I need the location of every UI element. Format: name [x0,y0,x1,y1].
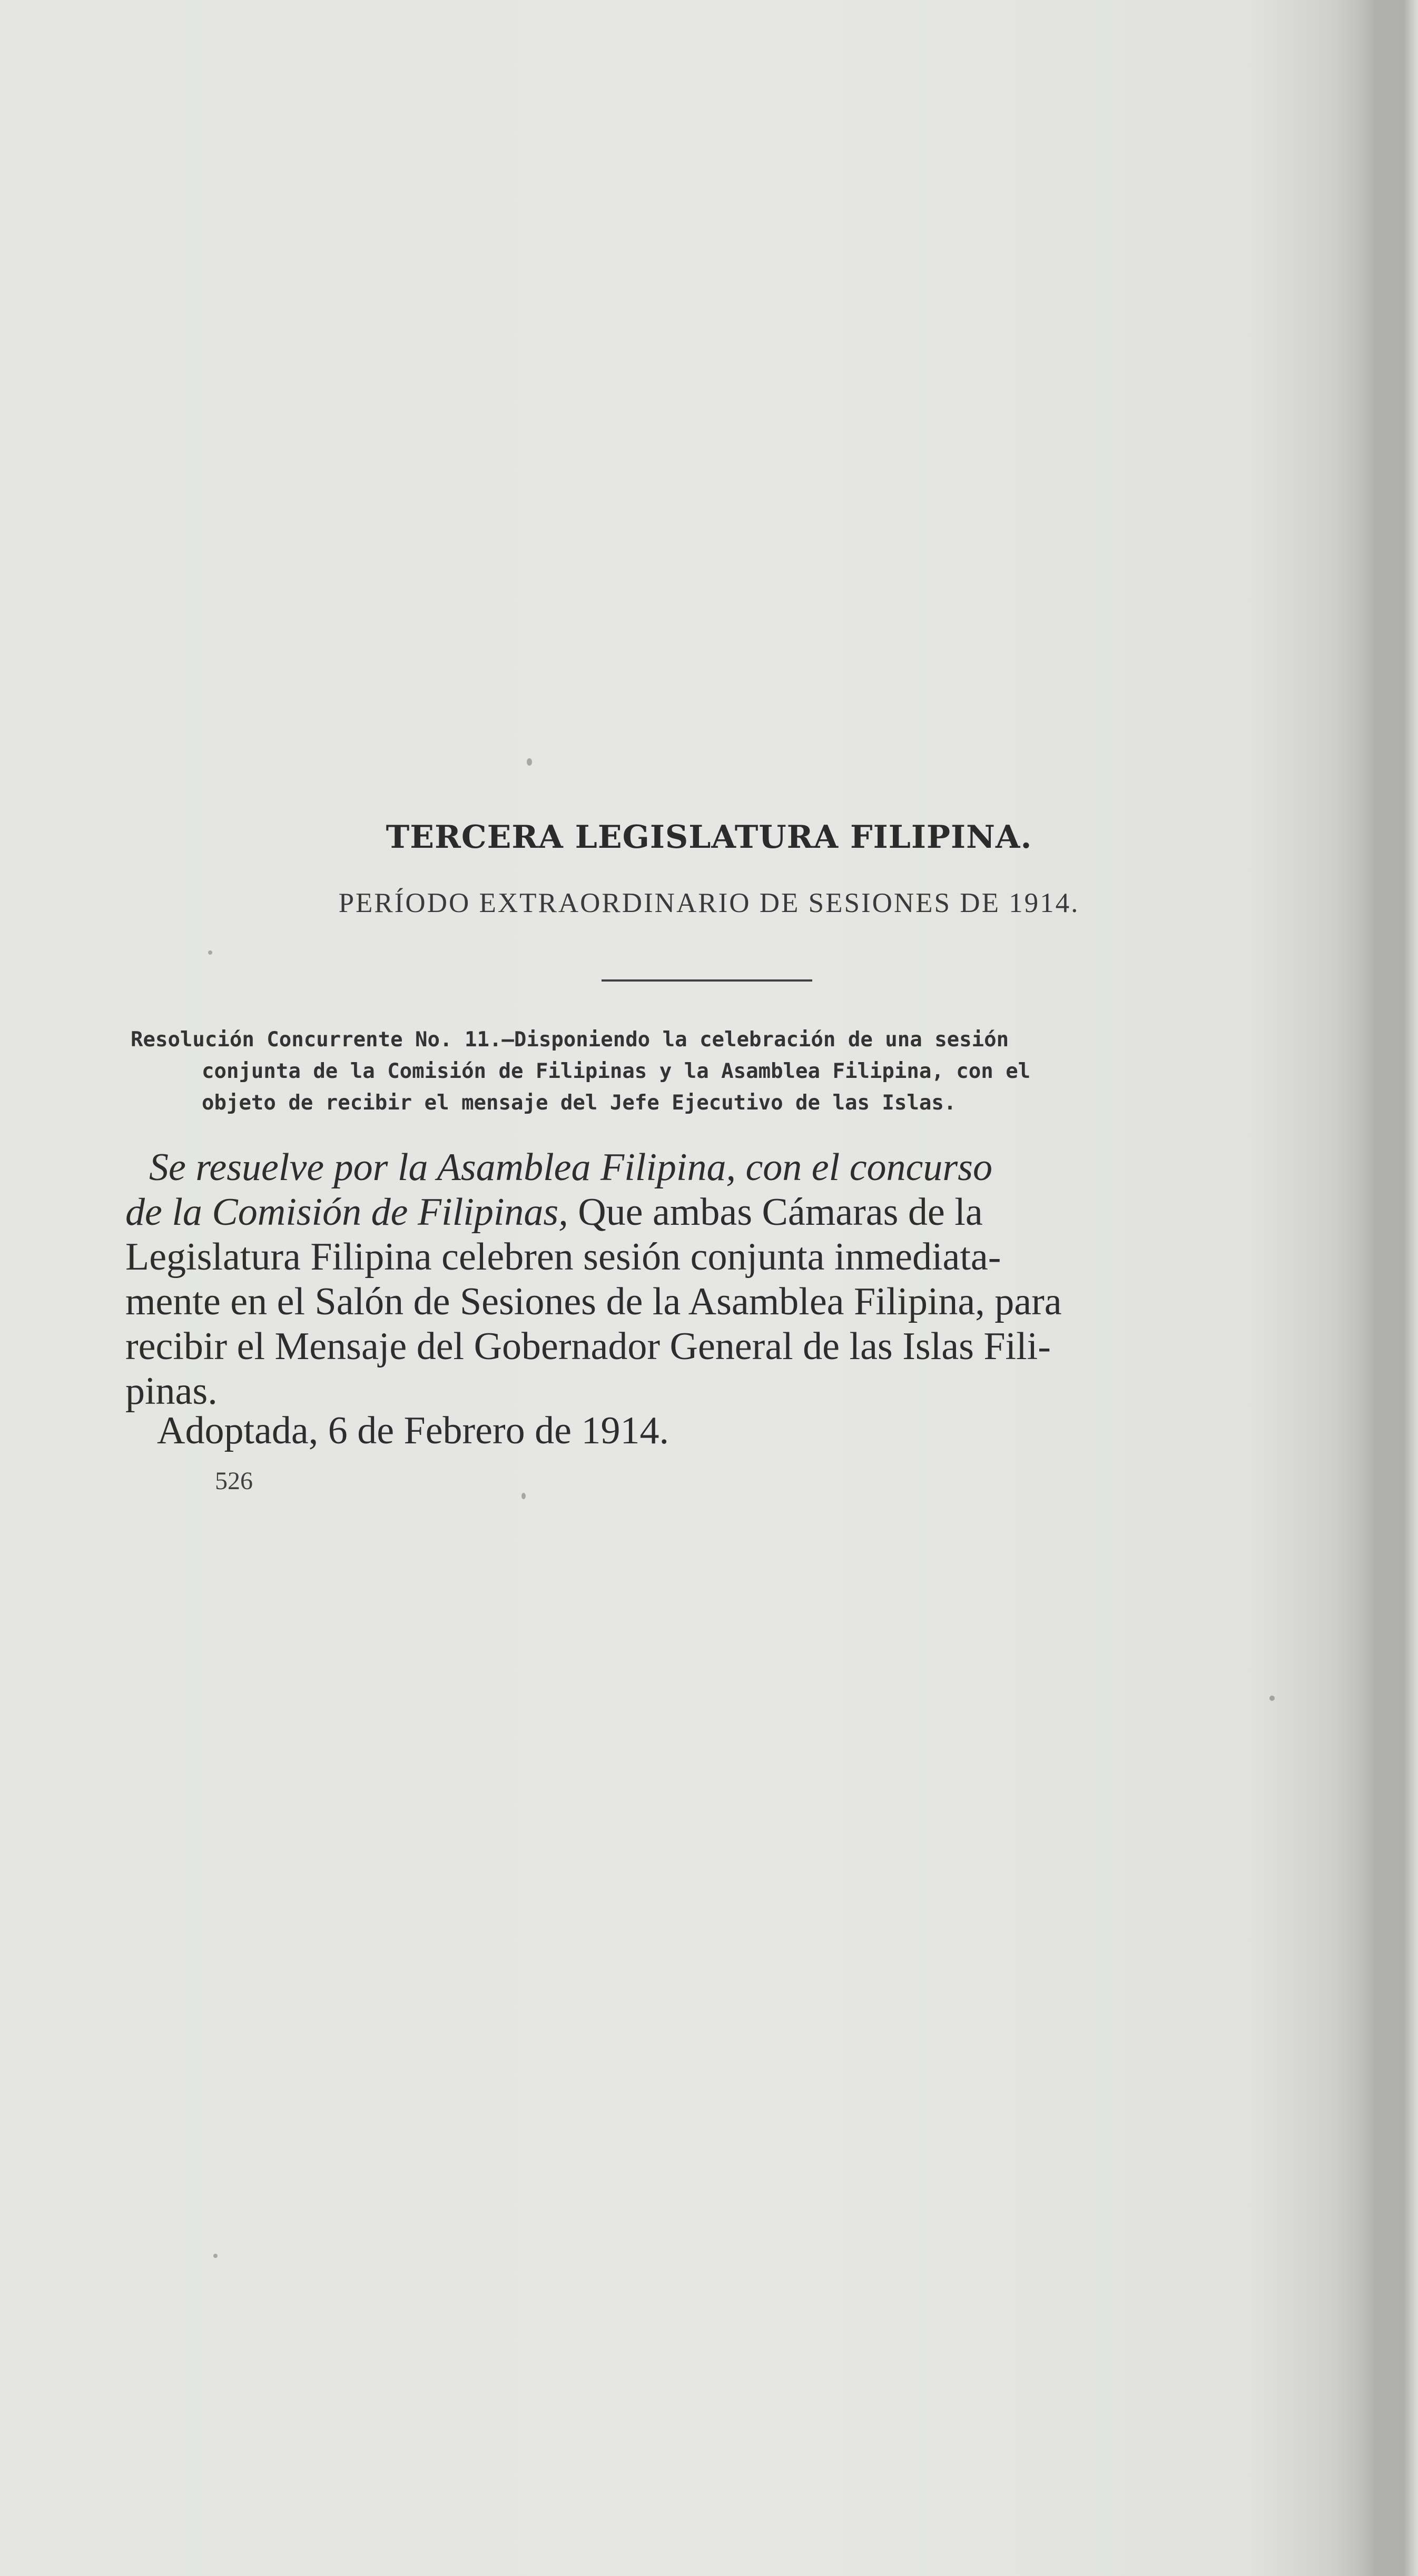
italic-phrase: Se resuelve por la Asamblea Filipina, con el concurso [149,1146,992,1189]
legislature-heading: TERCERA LEGISLATURA FILIPINA. [386,819,1032,856]
page-edge-shadow [1360,0,1418,2576]
italic-phrase: de la Comisión de Filipinas, [125,1191,568,1234]
paper-speck [527,758,532,766]
heading-divider [602,979,812,982]
paper-speck [208,950,212,955]
session-subheading: PERÍODO EXTRAORDINARIO DE SESIONES DE 1914. [338,888,1080,918]
body-text-span: Que ambas Cámaras de la [568,1191,983,1234]
body-line: mente en el Salón de Sesiones de la Asamblea Filipina, para [125,1280,1062,1323]
body-line: pinas. [125,1370,218,1413]
page-number: 526 [215,1467,253,1495]
paper-speck [521,1493,526,1499]
body-line [125,1190,1337,1235]
resolution-summary [131,1024,1332,1119]
adoption-date: Adoptada, 6 de Febrero de 1914. [157,1409,669,1452]
body-line: Legislatura Filipina celebren sesión conjunta inmediata- [125,1235,1001,1279]
resolution-body [125,1145,1337,1414]
body-line: recibir el Mensaje del Gobernador General de las Islas Fili- [125,1325,1051,1368]
resolution-summary-line: Resolución Concurrente No. 11.—Disponiendo la celebración de una sesión [131,1028,1009,1052]
paper-speck [213,2254,218,2258]
resolution-summary-line: conjunta de la Comisión de Filipinas y la Asamblea Filipina, con el [202,1059,1031,1083]
paper-speck [1269,1696,1275,1701]
resolution-summary-line: objeto de recibir el mensaje del Jefe Ejecutivo de las Islas. [202,1091,957,1115]
body-line [125,1145,1337,1190]
